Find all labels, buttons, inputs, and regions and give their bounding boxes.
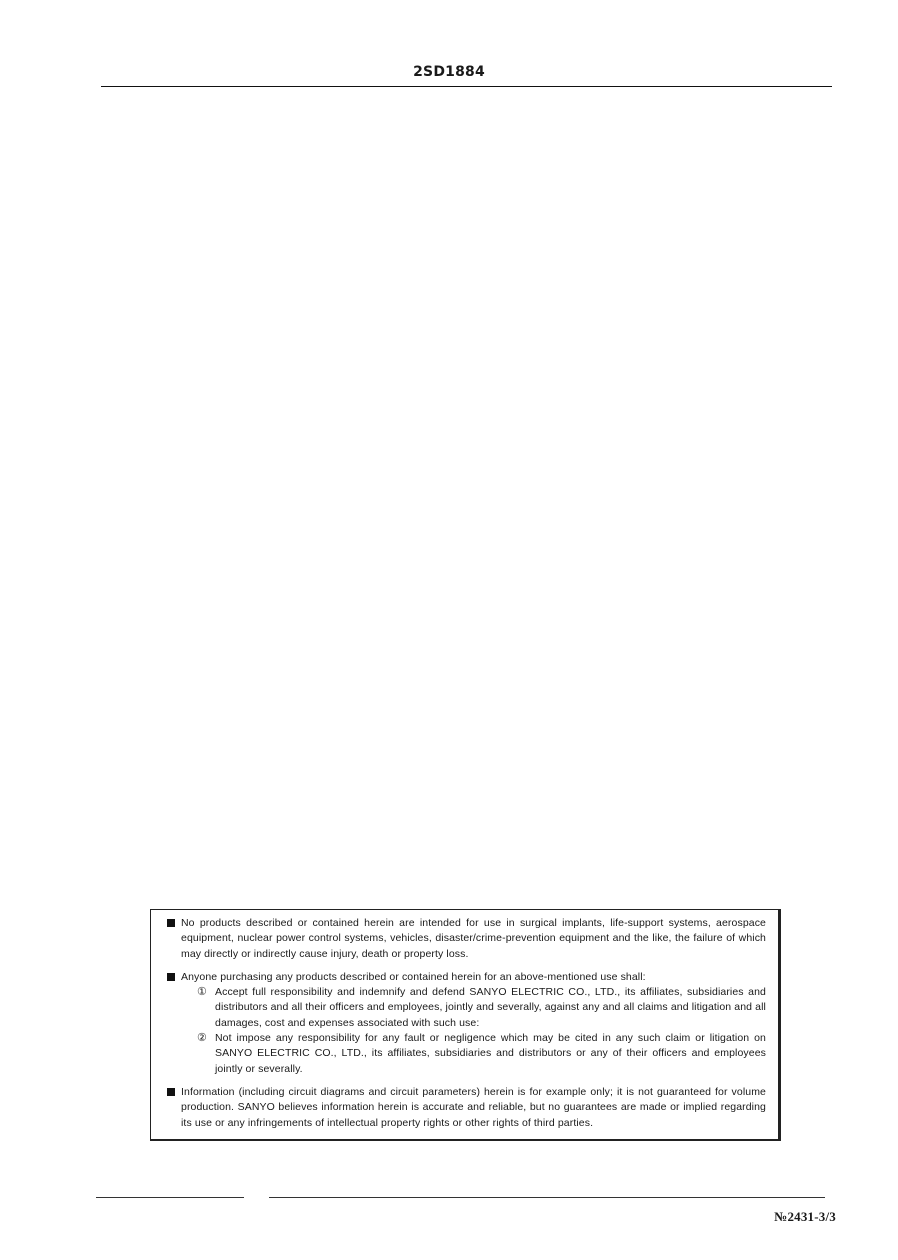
notice-item bbox=[167, 970, 766, 1077]
header-divider bbox=[101, 86, 832, 87]
notice-item bbox=[167, 1085, 766, 1131]
circled-number: ② bbox=[197, 1032, 207, 1045]
notice-subitem-text: Accept full responsibility and indemnify and defend SANYO ELECTRIC CO., LTD., its affiliates, subsidiaries and distributors and all their officers and employees, jointly and severally, against any and all claims and litigation and all damages, cost and expenses associated with such use: bbox=[215, 986, 766, 1029]
square-bullet-icon bbox=[167, 919, 175, 927]
notice-subitem bbox=[181, 1031, 766, 1077]
footer-divider bbox=[96, 1197, 244, 1198]
circled-number: ① bbox=[197, 986, 207, 999]
notice-body bbox=[181, 970, 766, 1077]
notice-text: No products described or contained herein are intended for use in surgical implants, life-support systems, aerospace equipment, nuclear power control systems, vehicles, disaster/crime-prevention equipment and the like, the failure of which may directly or indirectly cause injury, death or property loss. bbox=[181, 917, 766, 960]
notice-item bbox=[167, 916, 766, 962]
page-number: №2431-3/3 bbox=[774, 1209, 836, 1224]
page-title: 2SD1884 bbox=[413, 64, 485, 80]
notice-subitem bbox=[181, 985, 766, 1031]
square-bullet-icon bbox=[167, 973, 175, 981]
footer-divider bbox=[269, 1197, 825, 1198]
disclaimer-box bbox=[150, 909, 781, 1141]
square-bullet-icon bbox=[167, 1088, 175, 1096]
notice-subitem-text: Not impose any responsibility for any fault or negligence which may be cited in any such claim or litigation on SANYO ELECTRIC CO., LTD., its affiliates, subsidiaries and distributors or any of their officers and employees jointly or severally. bbox=[215, 1032, 766, 1075]
notice-text: Information (including circuit diagrams and circuit parameters) herein is for example only; it is not guaranteed for volume production. SANYO believes information herein is accurate and reliable, but no guarantees are made or implied regarding its use or any infringements of intellectual property rights or other rights of third parties. bbox=[181, 1085, 766, 1129]
notice-lead-text: Anyone purchasing any products described or contained herein for an above-mentioned use shall: bbox=[181, 970, 646, 983]
